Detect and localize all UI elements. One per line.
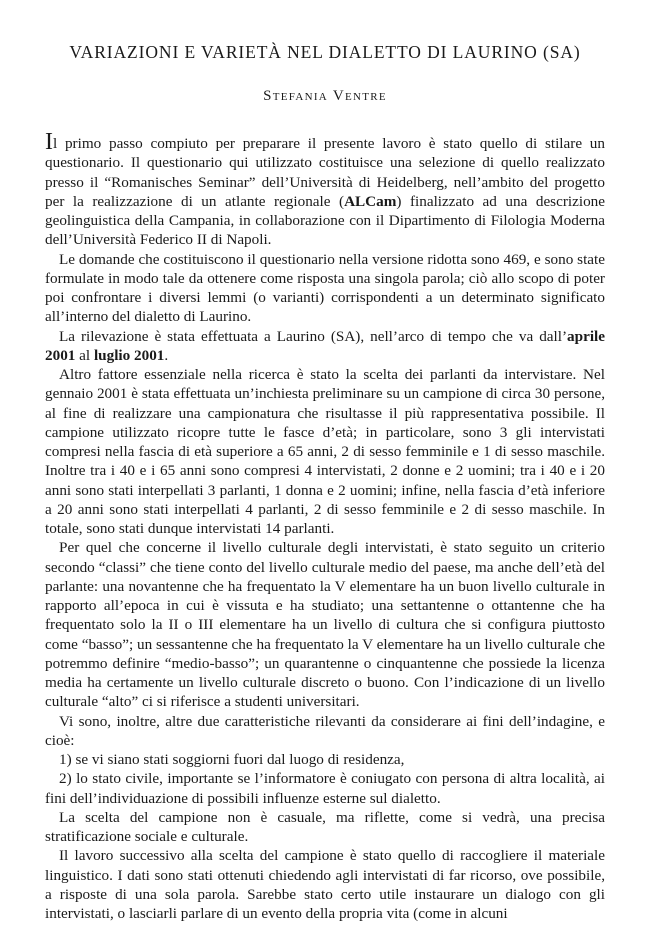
paragraph-1: Il primo passo compiuto per preparare il presente lavoro è stato quello di stilare un questionario. Il questionario qui utilizzato costituisce una selezione di quello realizzato presso il “Romanisches Seminar” dell’Università di Heidelberg, nell’ambito del progetto per la realizzazione di un atlante regionale (ALCam) finalizzato ad una descrizione geolinguistica della Campania, in collaborazione con il Dipartimento di Filologia Moderna dell’Università Federico II di Napoli. xyxy=(45,129,606,249)
author-name: Stefania Ventre xyxy=(263,88,387,104)
article-title: VARIAZIONI E VARIETÀ NEL DIALETTO DI LAURINO (SA) xyxy=(69,42,581,62)
paragraph-2: Le domande che costituiscono il questionario nella versione ridotta sono 469, e sono state formulate in modo tale da ottenere come risposta una singola parola; ciò allo scopo di poter poi confrontare i diversi lemmi (o varianti) corrispondenti a un determinato significato all’interno del dialetto di Laurino. xyxy=(45,250,605,326)
paragraph-8: Il lavoro successivo alla scelta del campione è stato quello di raccogliere il materiale linguistico. I dati sono stati ottenuti chiedendo agli intervistati di far ricorso, ove possibile, a risposte di una sola parola. Sarebbe stato certo utile instaurare un dialogo con gli intervistati, o lasciarli parlare di un evento della propria vita (come in alcuni xyxy=(45,847,605,922)
list-item: 2) lo stato civile, importante se l’informatore è coniugato con persona di altra località, ai fini dell’individuazione di possibili influenze esterne sul dialetto. xyxy=(45,770,605,807)
paragraph-3: La rilevazione è stata effettuata a Laurino (SA), nell’arco di tempo che va dall’aprile 2001 al luglio 2001. xyxy=(45,327,605,364)
article-body xyxy=(45,129,606,923)
list-item: 1) se vi siano stati soggiorni fuori dal luogo di residenza, xyxy=(59,751,405,768)
paragraph-5: Per quel che concerne il livello culturale degli intervistati, è stato seguito un criterio secondo “classi” che tiene conto del livello culturale medio del paese, ma anche dell’età del parlante: una novantenne che ha frequentato la V elementare ha un buon livello culturale in rapporto all’epoca in cui è vissuta e ha studiato; una settantenne o ottantenne che ha frequentato solo la II o III elementare ha un livello di cultura che si configura piuttosto come “basso”; un sessantenne che ha frequentato la V elementare ha un livello culturale che potremmo definire “medio-basso”; un quarantenne o cinquantenne che possiede la licenza media ha certamente un livello culturale discreto o buono. Con l’indicazione di un livello culturale “alto” ci si riferisce a studenti universitari. xyxy=(45,539,605,711)
drop-cap: I xyxy=(45,129,53,155)
paragraph-7: La scelta del campione non è casuale, ma riflette, come si vedrà, una precisa stratificazione sociale e culturale. xyxy=(45,808,605,845)
paragraph-6: Vi sono, inoltre, altre due caratteristiche rilevanti da considerare ai fini dell’indagine, e cioè: xyxy=(45,712,605,749)
paragraph-4: Altro fattore essenziale nella ricerca è stato la scelta dei parlanti da intervistare. Nel gennaio 2001 è stata effettuata un’inchiesta preliminare su un campione di circa 30 persone, al fine di realizzare una campionatura che risultasse il più rappresentativa possibile. Il campione utilizzato ricopre tutte le fasce d’età; in particolare, sono 3 gli intervistati compresi nella fascia di età superiore a 65 anni, 2 di sesso femminile e 1 di sesso maschile. Inoltre tra i 40 e i 65 anni sono compresi 4 intervistati, 2 donne e 2 uomini; tra i 40 e i 20 anni sono stati interpellati 3 parlanti, 1 donna e 2 uomini; infine, nella fascia d’età inferiore a 20 anni sono stati interpellati 4 parlanti, 2 di sesso femminile e 2 di sesso maschile. In totale, sono stati dunque intervistati 14 parlanti. xyxy=(45,366,605,537)
